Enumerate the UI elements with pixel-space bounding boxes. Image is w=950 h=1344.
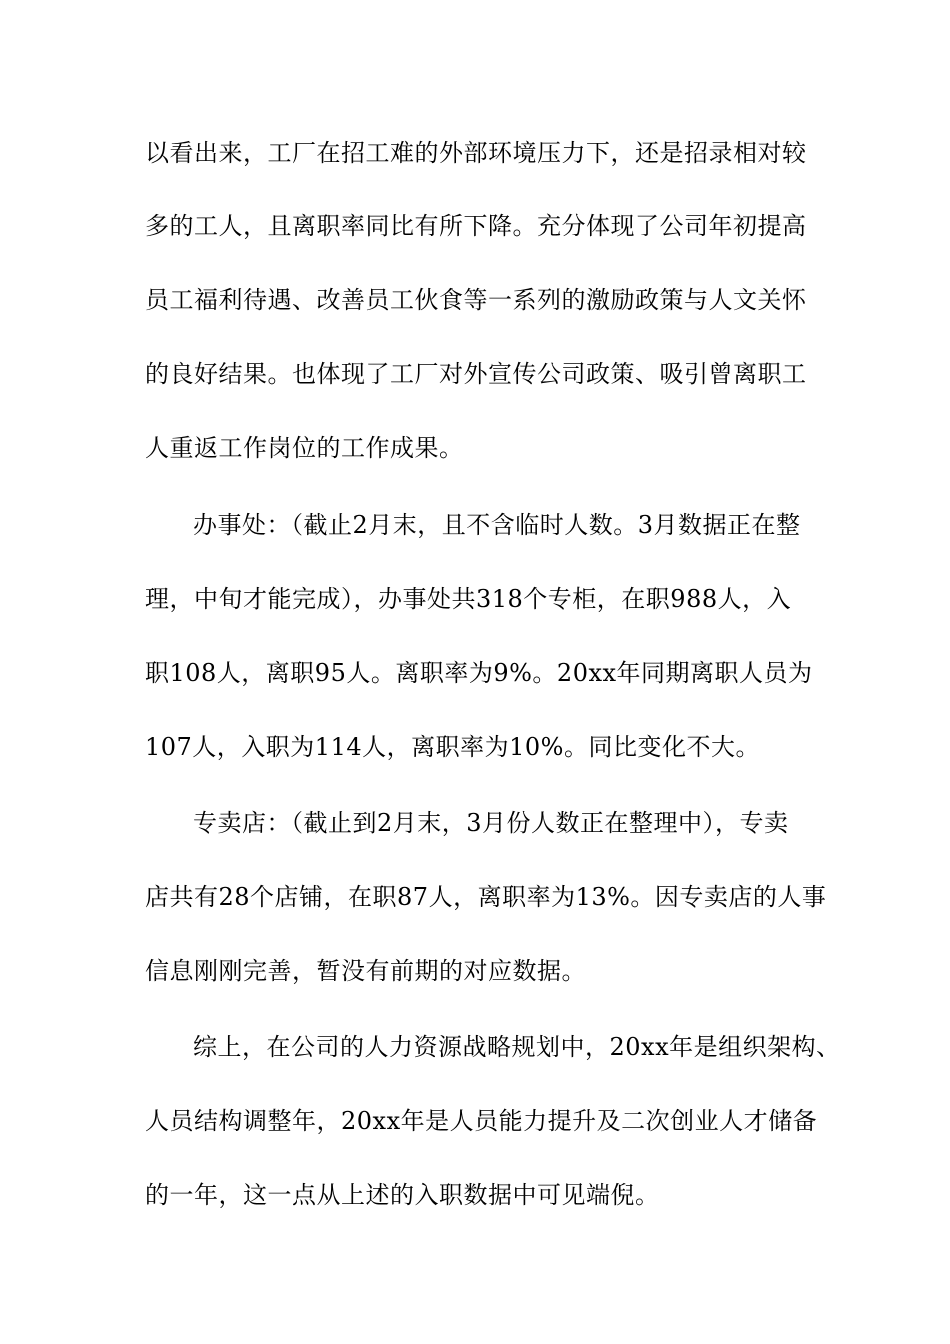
paragraph-line: 员工福利待遇、改善员工伙食等一系列的激励政策与人文关怀 [145, 286, 807, 314]
paragraph-line: 多的工人，且离职率同比有所下降。充分体现了公司年初提高 [145, 212, 807, 240]
paragraph-line: 专卖店：（截止到2月末，3月份人数正在整理中），专卖 [193, 809, 789, 837]
paragraph-line: 职108人，离职95人。离职率为9%。20xx年同期离职人员为 [145, 659, 813, 687]
paragraph-line: 107人，入职为114人，离职率为10%。同比变化不大。 [145, 733, 760, 761]
paragraph-line: 信息刚刚完善，暂没有前期的对应数据。 [145, 957, 586, 985]
paragraph-line: 办事处：（截止2月末，且不含临时人数。3月数据正在整 [193, 511, 801, 539]
paragraph-line: 人重返工作岗位的工作成果。 [145, 434, 464, 462]
paragraph-line: 店共有28个店铺，在职87人，离职率为13%。因专卖店的人事 [145, 883, 827, 911]
paragraph-line: 人员结构调整年，20xx年是人员能力提升及二次创业人才储备 [145, 1107, 818, 1135]
paragraph-line: 理，中旬才能完成），办事处共318个专柜，在职988人，入 [145, 585, 792, 613]
paragraph-line: 的良好结果。也体现了工厂对外宣传公司政策、吸引曾离职工 [145, 360, 807, 388]
paragraph-line: 的一年，这一点从上述的入职数据中可见端倪。 [145, 1181, 660, 1209]
paragraph-line: 综上，在公司的人力资源战略规划中，20xx年是组织架构、 [193, 1033, 841, 1061]
paragraph-line: 以看出来，工厂在招工难的外部环境压力下，还是招录相对较 [145, 139, 807, 167]
